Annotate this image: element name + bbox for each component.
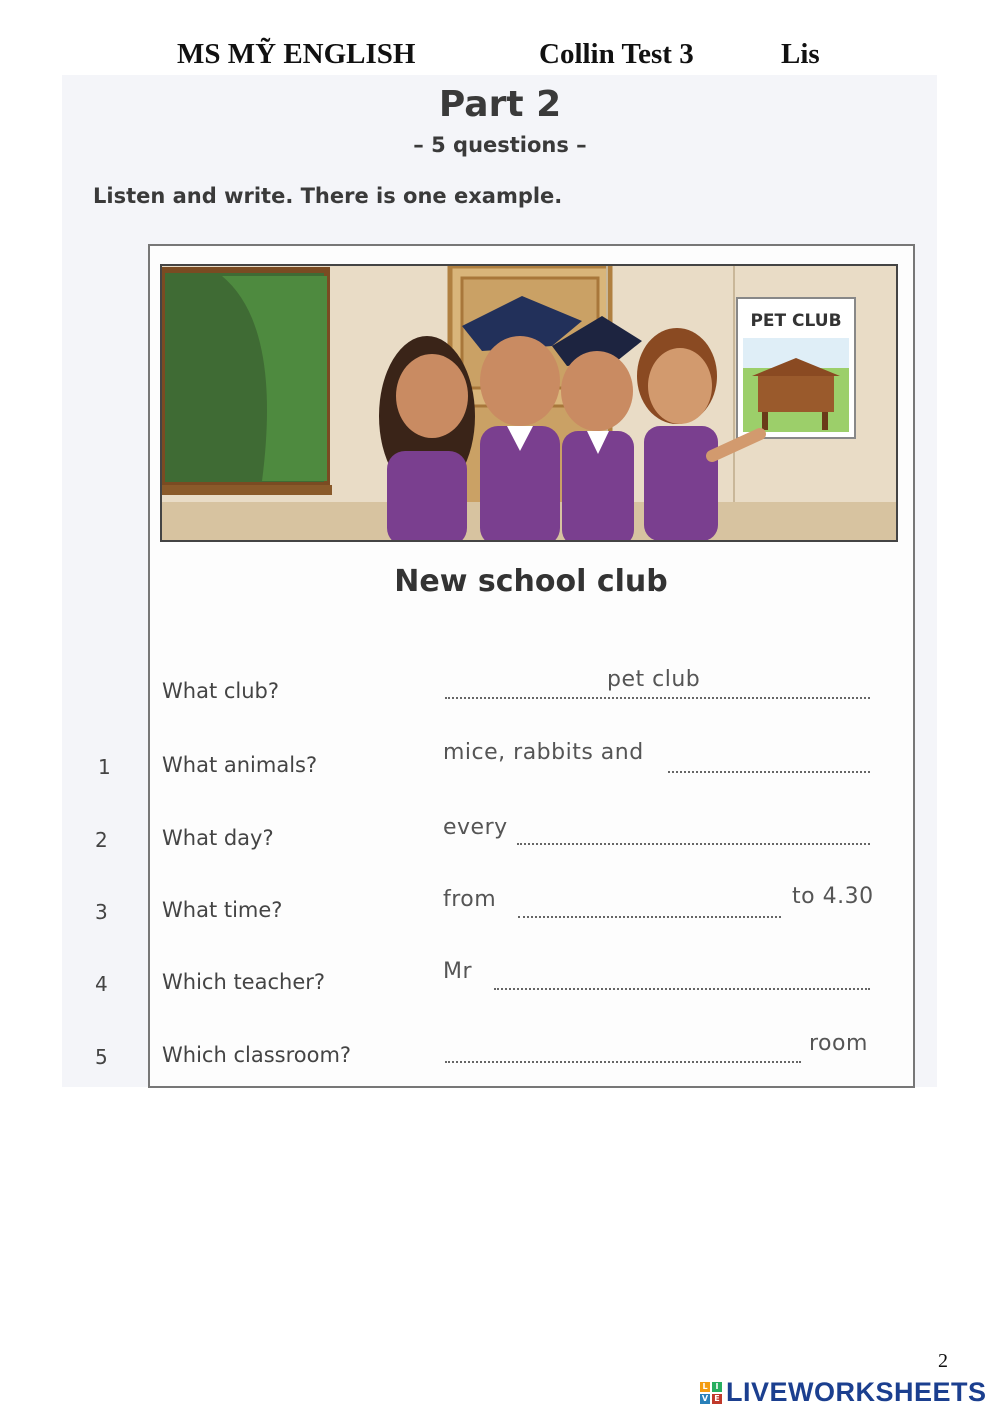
question-5-text: Which classroom? (162, 1043, 352, 1067)
question-2-number: 2 (95, 828, 108, 852)
question-2-answer-line[interactable] (517, 843, 870, 845)
part-title: Part 2 (438, 84, 562, 125)
illustration (160, 264, 898, 542)
question-2-text: What day? (162, 826, 274, 850)
question-1-answer-line[interactable] (668, 771, 870, 773)
example-answer: pet club (607, 667, 701, 692)
question-4-answer-line[interactable] (494, 988, 870, 990)
question-5-number: 5 (95, 1045, 108, 1069)
poster-sign-text: PET CLUB (750, 311, 842, 331)
brand-text: LIVEWORKSHEETS (726, 1377, 987, 1407)
question-2-prefix: every (443, 815, 508, 840)
question-5-suffix: room (809, 1031, 868, 1056)
header-test-name: Collin Test 3 (539, 38, 694, 70)
instruction-text: Listen and write. There is one example. (93, 184, 563, 208)
question-5-answer-line[interactable] (445, 1061, 801, 1063)
question-4-number: 4 (95, 972, 108, 996)
question-1-text: What animals? (162, 753, 318, 777)
club-title: New school club (394, 564, 668, 599)
example-answer-line (445, 697, 870, 699)
question-3-number: 3 (95, 900, 108, 924)
question-1-number: 1 (98, 755, 111, 779)
example-question: What club? (162, 679, 280, 703)
header-section: Lis (781, 38, 820, 70)
page-number: 2 (938, 1350, 948, 1372)
logo-icon: L I V E (700, 1382, 722, 1404)
question-1-prefix: mice, rabbits and (443, 740, 644, 765)
header-school-name: MS MỸ ENGLISH (177, 38, 416, 70)
question-4-prefix: Mr (443, 959, 473, 984)
part-subtitle: – 5 questions – (413, 133, 587, 157)
child-1 (379, 336, 475, 540)
question-3-answer-line[interactable] (518, 916, 781, 918)
question-3-suffix: to 4.30 (792, 884, 874, 909)
question-4-text: Which teacher? (162, 970, 326, 994)
question-3-text: What time? (162, 898, 283, 922)
liveworksheets-logo (700, 1377, 987, 1408)
question-3-prefix: from (443, 887, 497, 912)
